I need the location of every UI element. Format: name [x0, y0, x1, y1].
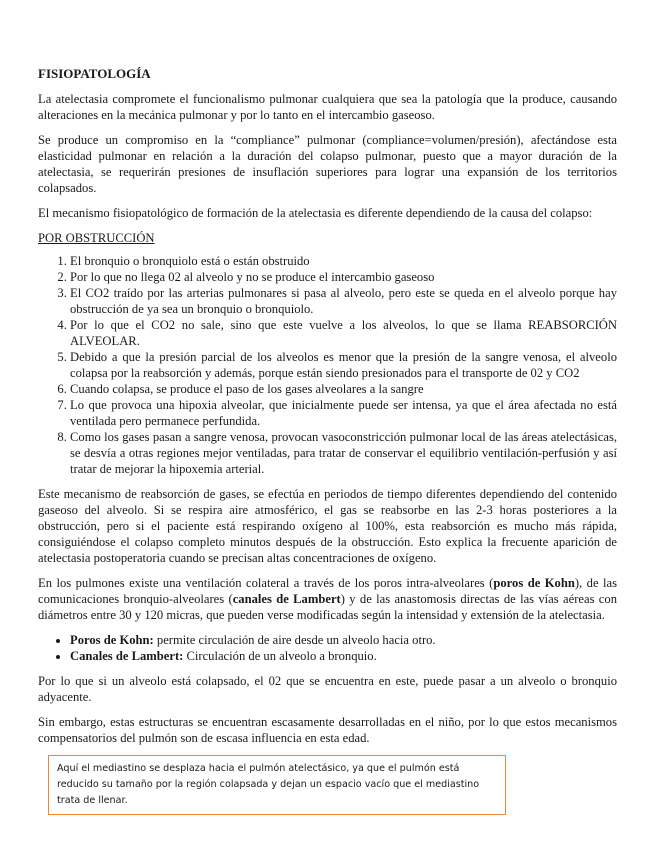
- definition-text: permite circulación de aire desde un alveolo hacia otro.: [153, 633, 436, 647]
- term-poros-de-kohn: poros de Kohn: [493, 576, 575, 590]
- definition-term: Canales de Lambert:: [70, 649, 184, 663]
- list-item: 2. Por lo que no llega 02 al alveolo y no se produce el intercambio gaseoso: [70, 269, 617, 285]
- list-item: [70, 632, 617, 648]
- section-title: FISIOPATOLOGÍA: [38, 66, 151, 81]
- list-item: 1. El bronquio o bronquiolo está o están obstruido: [70, 253, 617, 269]
- text-run: En los pulmones existe una ventilación colateral a través de los poros intra-alveolares (: [38, 576, 494, 590]
- paragraph-collapsed-alveolus: Por lo que si un alveolo está colapsado, el 02 que se encuentra en este, puede pasar a un alveolo o bronquio adyacente.: [38, 674, 617, 704]
- list-item: 3. El CO2 traído por las arterias pulmonares si pasa al alveolo, pero este se queda en el alveolo porque hay obstrucción de ya sea un bronquio o bronquiolo.: [70, 285, 617, 317]
- obstruction-steps-list: [38, 253, 617, 477]
- paragraph-collateral-ventilation: [38, 575, 617, 623]
- paragraph-intro: La atelectasia compromete el funcionalismo pulmonar cualquiera que sea la patología que la produce, causando alteraciones en la mecánica pulmonar y por lo tanto en el intercambio gaseoso.: [38, 92, 617, 122]
- definitions-list: [38, 632, 617, 664]
- paragraph-compliance: Se produce un compromiso en la “compliance” pulmonar (compliance=volumen/presión), afectándose esta elasticidad pulmonar en relación a la duración del colapso pulmonar, puesto que a mayor duración de la atelectasia, se requerirán presiones de insuflación superiores para lograr una expansión de los territorios colapsados.: [38, 133, 617, 195]
- list-item: 5. Debido a que la presión parcial de los alveolos es menor que la presión de la sangre venosa, el alveolo colapsa por la reabsorción y además, porque están siendo presionados para el transporte de 02 y CO2: [70, 349, 617, 381]
- text-run: ) y de las anastomosis directas de las vías aéreas con diámetros entre 30 y 120 micras, que pueden verse modificadas según la intensidad y extensión de la atelectasia.: [38, 592, 617, 622]
- text-run: ), de las comunicaciones bronquio-alveolares (: [38, 576, 618, 606]
- list-item: 7. Lo que provoca una hipoxia alveolar, que inicialmente puede ser intensa, ya que el área afectada no está ventilada pero permanece perfundida.: [70, 397, 617, 429]
- paragraph-reabsorption: Este mecanismo de reabsorción de gases, se efectúa en periodos de tiempo diferentes dependiendo del contenido gaseoso del alveolo. Si se respira aire atmosférico, el gas se reabsorbe en las 2-3 horas posteriores a la obstrucción, pero si el paciente está respirando oxígeno al 100%, esta reabsorción es mucho más rápida, consiguiéndose el colapso completo minutos después de la obstrucción. Esto explica la frecuente aparición de atelectasia postoperatoria cuando se precisan altas concentraciones de oxígeno.: [38, 487, 617, 565]
- definition-term: Poros de Kohn:: [70, 633, 154, 647]
- list-item: 6. Cuando colapsa, se produce el paso de los gases alveolares a la sangre: [70, 381, 617, 397]
- paragraph-children: Sin embargo, estas estructuras se encuentran escasamente desarrolladas en el niño, por lo que estos mecanismos compensatorios del pulmón son de escasa influencia en esta edad.: [38, 715, 617, 745]
- list-item: 8. Como los gases pasan a sangre venosa, provocan vasoconstricción pulmonar local de las áreas atelectásicas, se desvía a otras regiones mejor ventiladas, para tratar de conservar el equilibrio ventilación-perfusión y así tratar de mejorar la hipoxemia arterial.: [70, 429, 617, 477]
- list-item: [70, 648, 617, 664]
- paragraph-mechanism: El mecanismo fisiopatológico de formación de la atelectasia es diferente dependiendo de la causa del colapso:: [38, 206, 593, 220]
- term-canales-de-lambert: canales de Lambert: [232, 592, 341, 606]
- note-box: Aquí el mediastino se desplaza hacia el pulmón atelectásico, ya que el pulmón está reducido su tamaño por la región colapsada y dejan un espacio vacío que el mediastino trata de llenar.: [48, 755, 506, 815]
- list-item: 4. Por lo que el CO2 no sale, sino que este vuelve a los alveolos, lo que se llama REABSORCIÓN ALVEOLAR.: [70, 317, 617, 349]
- definition-text: Circulación de un alveolo a bronquio.: [183, 649, 377, 663]
- subsection-title: POR OBSTRUCCIÓN: [38, 231, 155, 245]
